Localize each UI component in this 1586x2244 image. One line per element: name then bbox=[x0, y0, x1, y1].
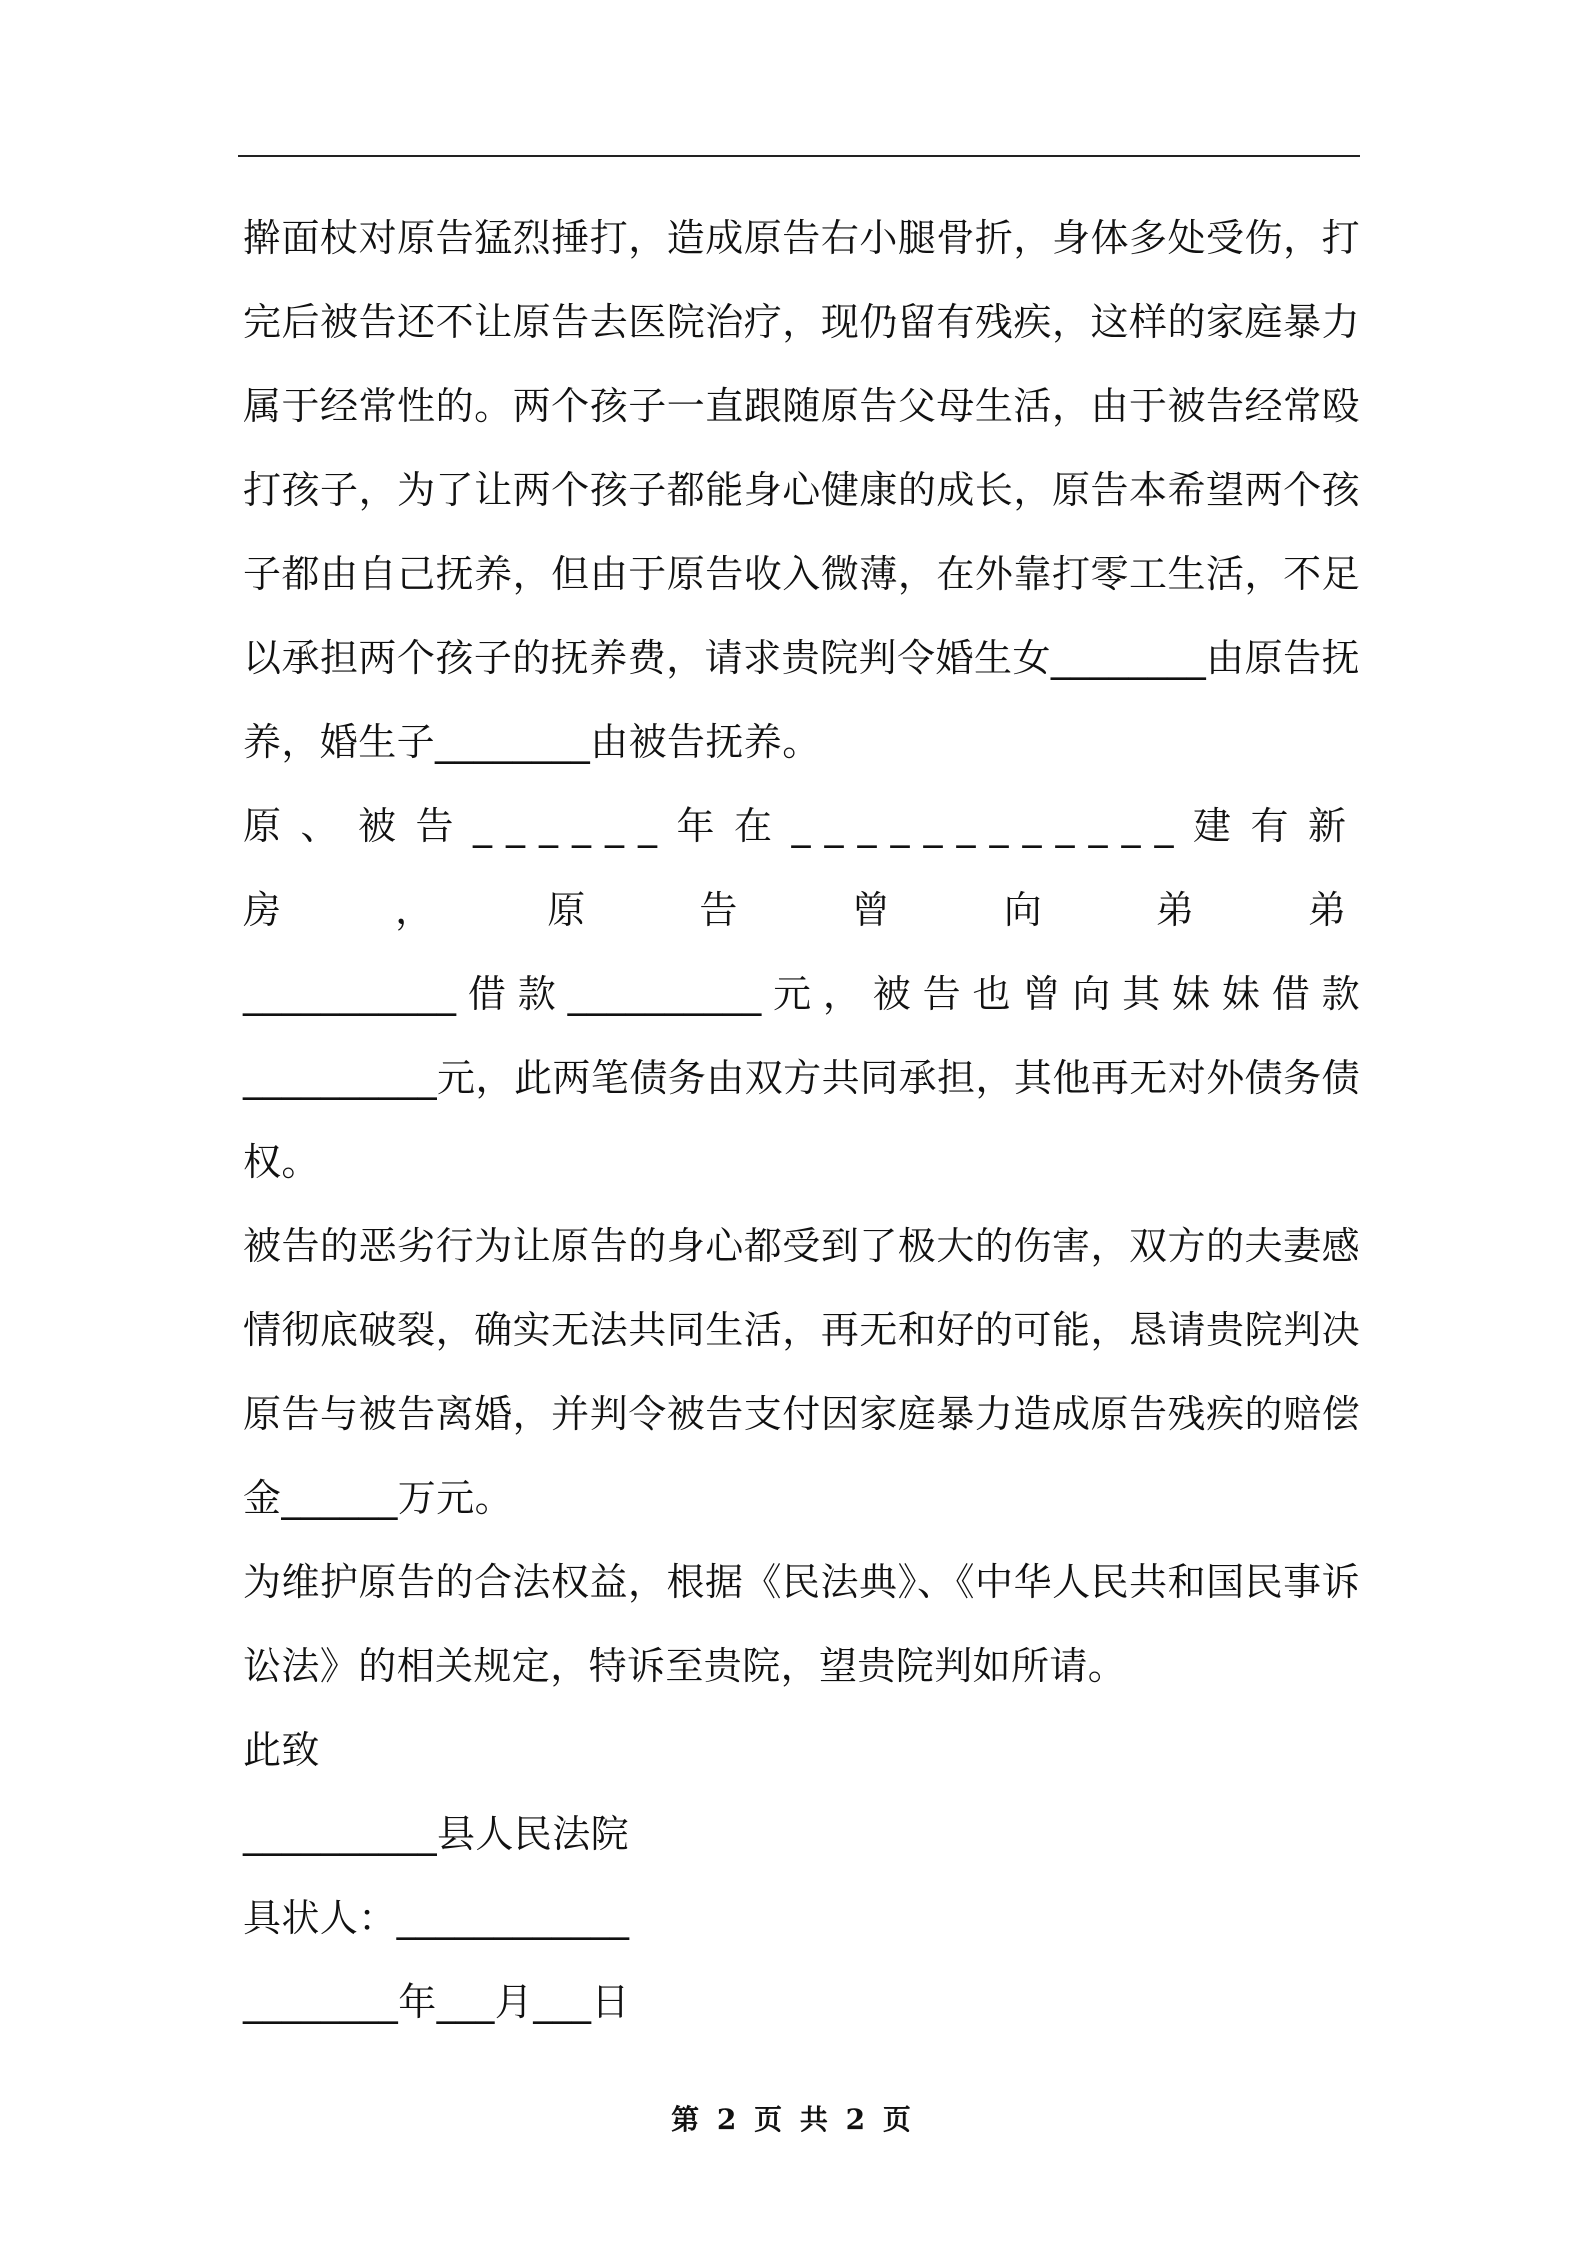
plaintiff-signature: 具状人：____________ bbox=[243, 1896, 630, 1940]
paragraph-divorce-request: 被告的恶劣行为让原告的身心都受到了极大的伤害，双方的夫妻感情彻底破裂，确实无法共同生活，再无和好的可能，恳请贵院判决原告与被告离婚，并判令被告支付因家庭暴力造成原告残疾的赔偿金______万元。 bbox=[243, 1224, 1360, 1520]
page-number-footer: 第 2 页 共 2 页 bbox=[671, 2103, 915, 2136]
closing-salutation: 此致 bbox=[243, 1728, 320, 1772]
paragraph-domestic-violence-custody: 擀面杖对原告猛烈捶打，造成原告右小腿骨折，身体多处受伤，打完后被告还不让原告去医院治疗，现仍留有残疾，这样的家庭暴力属于经常性的。两个孩子一直跟随原告父母生活，由于被告经常殴打孩子，为了让两个孩子都能身心健康的成长，原告本希望两个孩子都由自己抚养，但由于原告收入微薄，在外靠打零工生活，不足以承担两个孩子的抚养费，请求贵院判令婚生女________由原告抚养，婚生子________由被告抚养。 bbox=[243, 216, 1360, 764]
court-name: __________县人民法院 bbox=[243, 1812, 630, 1856]
document-body bbox=[243, 196, 1360, 2044]
paragraph-debts: ___________借款__________元，被告也曾向其妹妹借款__________元，此两笔债务由双方共同承担，其他再无对外债务债权。 bbox=[243, 972, 1360, 1184]
header-rule bbox=[238, 155, 1360, 157]
paragraph-legal-basis: 为维护原告的合法权益，根据《民法典》、《中华人民共和国民事诉讼法》的相关规定，特诉至贵院，望贵院判如所请。 bbox=[243, 1560, 1360, 1688]
paragraph-property: 原、被告______年在____________建有新房，原告曾向弟弟 bbox=[243, 804, 1360, 932]
filing-date: ________年___月___日 bbox=[243, 1980, 630, 2024]
